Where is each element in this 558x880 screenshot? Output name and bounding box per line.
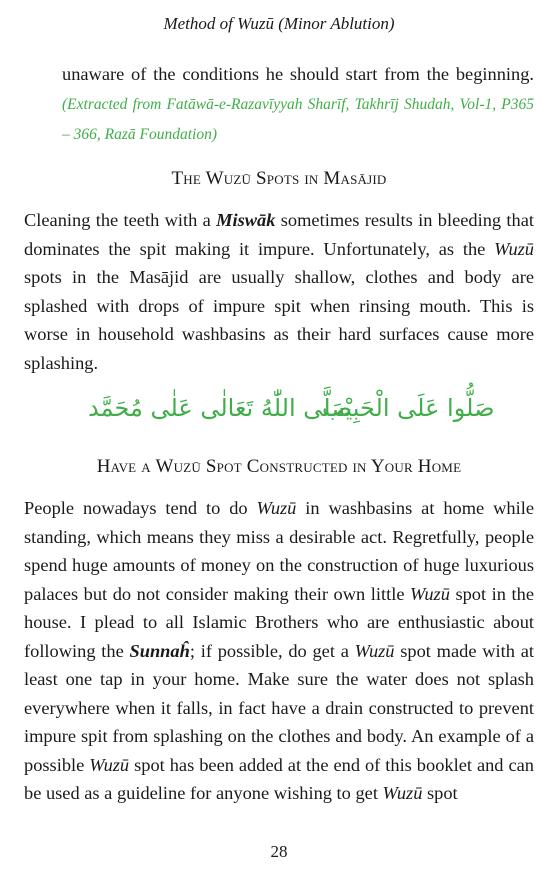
section-heading-home: Have a Wuzū Spot Constructed in Your Home xyxy=(96,456,462,477)
italic-term: Wuzū xyxy=(354,640,395,661)
intro-paragraph xyxy=(62,60,534,150)
text-run: ; if possible, do get a xyxy=(189,640,355,661)
text-run: in washbasins at home while standing, which means they miss a desirable act. Regretfully, people spend huge amounts of money on the construction of huge luxurious palaces but do not consider making their own little xyxy=(24,498,534,604)
citation: (Extracted from Fatāwā-e-Razavīyyah Sharīf, Takhrīj Shudah, Vol-1, P365 – 366, Razā Foundation) xyxy=(62,95,534,143)
salutation-habib: صَلُّوا عَلَى الْحَبِيْب xyxy=(322,394,495,422)
text-run: spot has been added at the end of this booklet and can be used as a guideline for anyone wishing to get xyxy=(24,754,534,803)
italic-term: Wuzū xyxy=(382,783,423,803)
text-run: spot in the house. I plead to all Islamic Brothers who are enthusiastic about following the xyxy=(24,583,534,661)
running-header: Method of Wuzū (Minor Ablution) xyxy=(163,14,395,33)
text-run: spots in the Masājid are usually shallow, clothes and body are splashed with drops of impure spit when rinsing mouth. This is worse in household washbasins as their hard surfaces cause more splashing. xyxy=(24,267,534,373)
section-heading-masajid: The Wuzū Spots in Masājid xyxy=(171,168,387,189)
text-run: Cleaning the teeth with a xyxy=(24,210,217,230)
paragraph-home xyxy=(24,494,534,808)
page-number: 28 xyxy=(270,842,288,861)
bold-italic-term: Miswāk xyxy=(216,210,276,230)
italic-term: Wuzū xyxy=(494,238,534,259)
italic-term: Wuzū xyxy=(89,754,130,775)
durood-salutation: صَلَّى اللّٰهُ تَعَالٰی عَلٰی مُحَمَّد xyxy=(88,394,352,422)
italic-term: Wuzū xyxy=(410,583,450,604)
text-run: People nowadays tend to do xyxy=(24,498,257,518)
intro-text: unaware of the conditions he should start from the beginning. xyxy=(62,64,534,84)
paragraph-masajid xyxy=(24,206,534,377)
text-run: spot made with at least one tap in your home. Make sure the water does not splash everywhere when it falls, in fact have a drain constructed to prevent impure spit from splashing on the clothes and body. An example of a possible xyxy=(24,640,534,775)
text-run: spot xyxy=(422,783,458,803)
text-run: sometimes results in bleeding that dominates the spit making it impure. Unfortunately, as the xyxy=(24,210,535,259)
bold-italic-term: Sunnaĥ xyxy=(129,640,190,661)
italic-term: Wuzū xyxy=(256,498,297,518)
salutation-row xyxy=(0,380,558,436)
